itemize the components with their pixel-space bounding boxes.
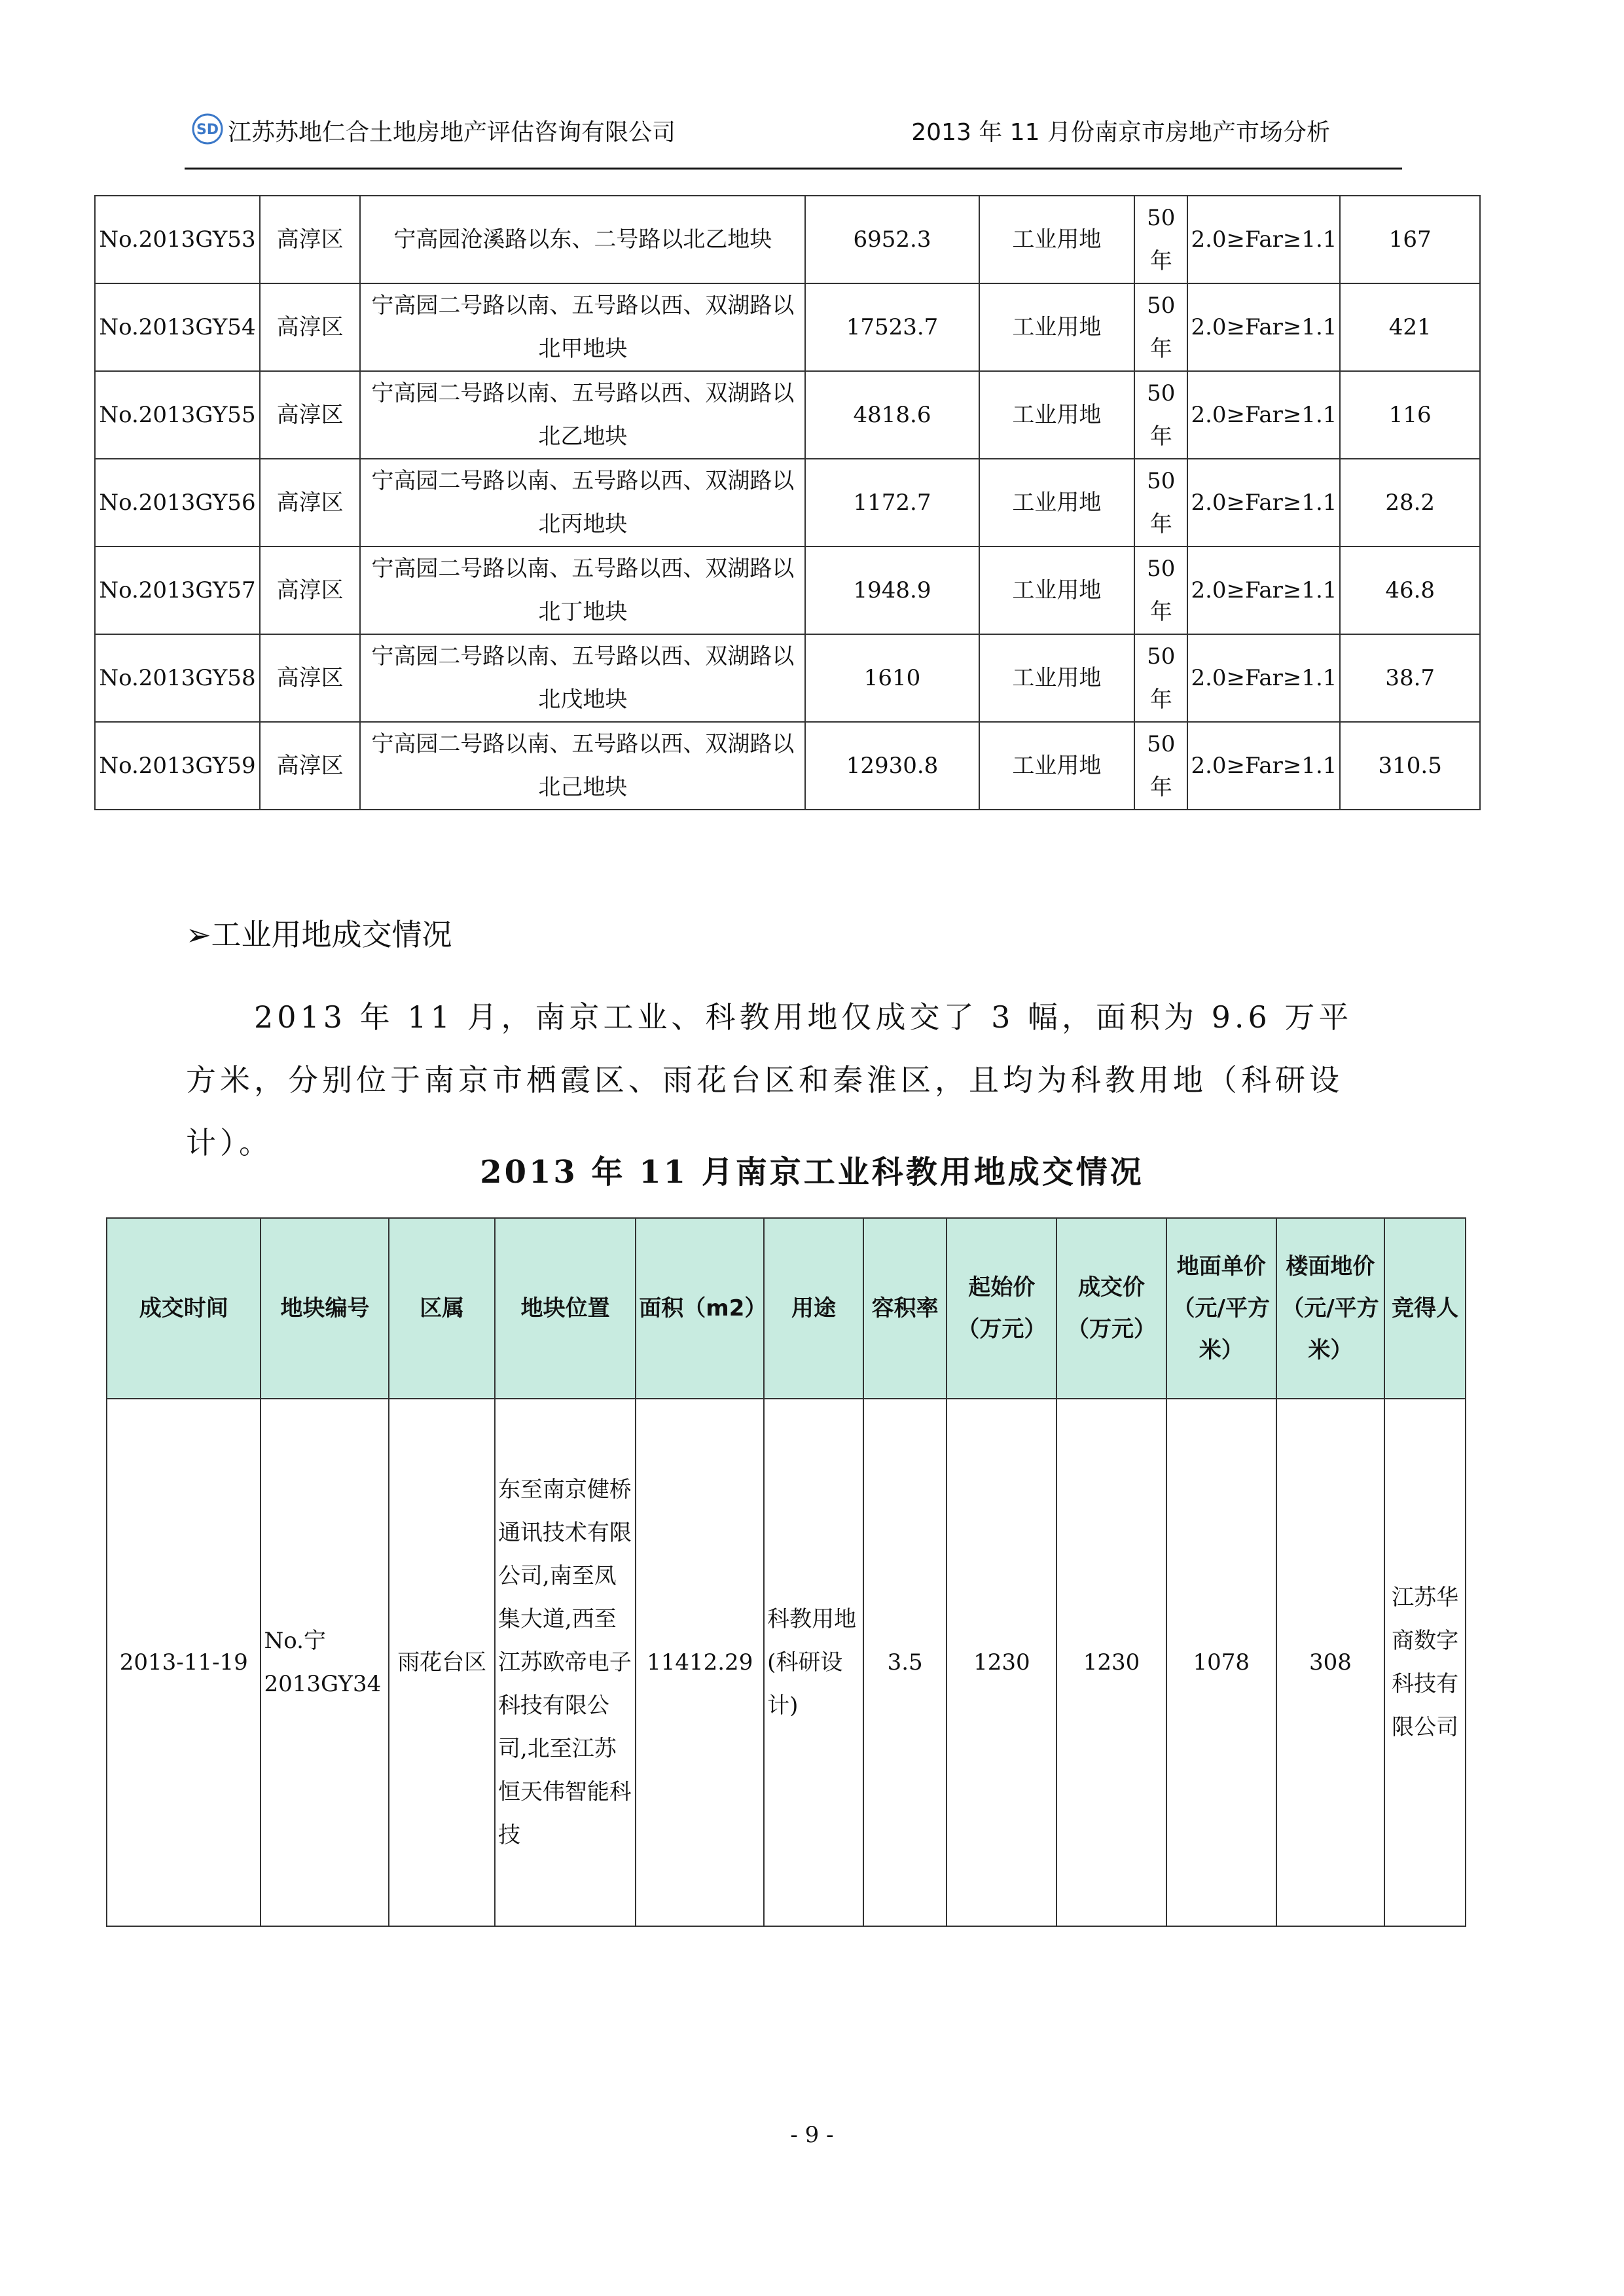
deal-table-title: 2013 年 11 月南京工业科教用地成交情况 xyxy=(480,1154,1144,1191)
plan-table-row xyxy=(95,283,1480,371)
plan-plot-number: No.2013GY57 xyxy=(95,547,260,634)
plan-plot-number: No.2013GY58 xyxy=(95,634,260,722)
plan-far: 2.0≥Far≥1.1 xyxy=(1187,371,1340,459)
plan-table-row xyxy=(95,371,1480,459)
deal-price: 1230 xyxy=(1056,1399,1166,1926)
plan-far: 2.0≥Far≥1.1 xyxy=(1187,547,1340,634)
deal-plot-number: No.宁2013GY34 xyxy=(261,1399,389,1926)
plan-use: 工业用地 xyxy=(979,634,1134,722)
plan-district: 高淳区 xyxy=(260,547,360,634)
plan-use: 工业用地 xyxy=(979,283,1134,371)
deal-header-cell: 成交时间 xyxy=(107,1218,261,1399)
plan-term: 50年 xyxy=(1134,722,1187,810)
plan-use: 工业用地 xyxy=(979,196,1134,283)
deal-table-row xyxy=(107,1399,1466,1926)
bullet-arrow-icon: ➢ xyxy=(186,917,211,952)
plan-location: 宁高园沧溪路以东、二号路以北乙地块 xyxy=(360,196,805,283)
deal-district: 雨花台区 xyxy=(389,1399,495,1926)
section-paragraph: 2013 年 11 月，南京工业、科教用地仅成交了 3 幅，面积为 9.6 万平方米，分别位于南京市栖霞区、雨花台区和秦淮区，且均为科教用地（科研设计）。 xyxy=(186,999,1353,1160)
plan-area: 1172.7 xyxy=(805,459,979,547)
plan-plot-number: No.2013GY56 xyxy=(95,459,260,547)
plan-location: 宁高园二号路以南、五号路以西、双湖路以北丁地块 xyxy=(360,547,805,634)
plan-table-row xyxy=(95,547,1480,634)
deal-header-cell: 区属 xyxy=(389,1218,495,1399)
deal-table-header-row xyxy=(107,1218,1466,1399)
plan-far: 2.0≥Far≥1.1 xyxy=(1187,634,1340,722)
plan-district: 高淳区 xyxy=(260,283,360,371)
header-divider xyxy=(185,168,1402,170)
report-title: 2013 年 11 月份南京市房地产市场分析 xyxy=(911,119,1330,146)
page-number: - 9 - xyxy=(790,2122,834,2148)
plan-area: 4818.6 xyxy=(805,371,979,459)
plan-district: 高淳区 xyxy=(260,371,360,459)
deal-date: 2013-11-19 xyxy=(107,1399,261,1926)
deal-use: 科教用地(科研设计) xyxy=(764,1399,863,1926)
page-header xyxy=(185,110,1402,157)
plan-price: 167 xyxy=(1340,196,1480,283)
sd-logo-icon xyxy=(191,113,224,145)
plan-district: 高淳区 xyxy=(260,459,360,547)
company-name: 江苏苏地仁合土地房地产评估咨询有限公司 xyxy=(228,119,676,146)
section-heading-text: 工业用地成交情况 xyxy=(211,917,452,952)
plan-term: 50年 xyxy=(1134,283,1187,371)
plan-area: 17523.7 xyxy=(805,283,979,371)
plan-price: 46.8 xyxy=(1340,547,1480,634)
plan-plot-number: No.2013GY59 xyxy=(95,722,260,810)
plan-price: 38.7 xyxy=(1340,634,1480,722)
deal-table xyxy=(106,1217,1466,1927)
plan-area: 1610 xyxy=(805,634,979,722)
deal-header-cell: 容积率 xyxy=(863,1218,947,1399)
plan-use: 工业用地 xyxy=(979,547,1134,634)
plan-price: 421 xyxy=(1340,283,1480,371)
deal-location: 东至南京健桥通讯技术有限公司,南至凤集大道,西至江苏欧帝电子科技有限公司,北至江苏恒天伟智能科技 xyxy=(495,1399,636,1926)
plan-price: 116 xyxy=(1340,371,1480,459)
deal-header-cell: 起始价（万元） xyxy=(947,1218,1056,1399)
plan-district: 高淳区 xyxy=(260,722,360,810)
plan-district: 高淳区 xyxy=(260,196,360,283)
plan-far: 2.0≥Far≥1.1 xyxy=(1187,722,1340,810)
deal-start-price: 1230 xyxy=(947,1399,1056,1926)
deal-header-cell: 用途 xyxy=(764,1218,863,1399)
plan-price: 28.2 xyxy=(1340,459,1480,547)
deal-land-unit-price: 1078 xyxy=(1166,1399,1276,1926)
plan-area: 1948.9 xyxy=(805,547,979,634)
plan-location: 宁高园二号路以南、五号路以西、双湖路以北己地块 xyxy=(360,722,805,810)
deal-winner: 江苏华商数字科技有限公司 xyxy=(1384,1399,1466,1926)
plan-term: 50年 xyxy=(1134,196,1187,283)
logo-text: SD xyxy=(196,122,219,138)
plan-term: 50年 xyxy=(1134,371,1187,459)
deal-far: 3.5 xyxy=(863,1399,947,1926)
deal-header-cell: 成交价（万元） xyxy=(1056,1218,1166,1399)
plan-far: 2.0≥Far≥1.1 xyxy=(1187,459,1340,547)
section-heading xyxy=(186,911,452,954)
plan-location: 宁高园二号路以南、五号路以西、双湖路以北丙地块 xyxy=(360,459,805,547)
deal-header-cell: 地面单价（元/平方米） xyxy=(1166,1218,1276,1399)
plan-plot-number: No.2013GY54 xyxy=(95,283,260,371)
deal-header-cell: 竞得人 xyxy=(1384,1218,1466,1399)
plan-plot-number: No.2013GY53 xyxy=(95,196,260,283)
plan-table-row xyxy=(95,196,1480,283)
plan-term: 50年 xyxy=(1134,634,1187,722)
plan-term: 50年 xyxy=(1134,547,1187,634)
plan-use: 工业用地 xyxy=(979,459,1134,547)
plan-district: 高淳区 xyxy=(260,634,360,722)
plan-location: 宁高园二号路以南、五号路以西、双湖路以北戊地块 xyxy=(360,634,805,722)
deal-area: 11412.29 xyxy=(636,1399,764,1926)
deal-header-cell: 地块编号 xyxy=(261,1218,389,1399)
plan-location: 宁高园二号路以南、五号路以西、双湖路以北甲地块 xyxy=(360,283,805,371)
plan-area: 6952.3 xyxy=(805,196,979,283)
deal-header-cell: 楼面地价（元/平方米） xyxy=(1276,1218,1385,1399)
plan-use: 工业用地 xyxy=(979,371,1134,459)
deal-floor-price: 308 xyxy=(1276,1399,1385,1926)
plan-far: 2.0≥Far≥1.1 xyxy=(1187,283,1340,371)
deal-header-cell: 地块位置 xyxy=(495,1218,636,1399)
plan-plot-number: No.2013GY55 xyxy=(95,371,260,459)
plan-far: 2.0≥Far≥1.1 xyxy=(1187,196,1340,283)
plan-table xyxy=(94,195,1481,810)
plan-area: 12930.8 xyxy=(805,722,979,810)
plan-use: 工业用地 xyxy=(979,722,1134,810)
plan-term: 50年 xyxy=(1134,459,1187,547)
deal-header-cell: 面积（m2） xyxy=(636,1218,764,1399)
plan-table-row xyxy=(95,459,1480,547)
plan-table-row xyxy=(95,634,1480,722)
plan-price: 310.5 xyxy=(1340,722,1480,810)
plan-table-row xyxy=(95,722,1480,810)
plan-location: 宁高园二号路以南、五号路以西、双湖路以北乙地块 xyxy=(360,371,805,459)
